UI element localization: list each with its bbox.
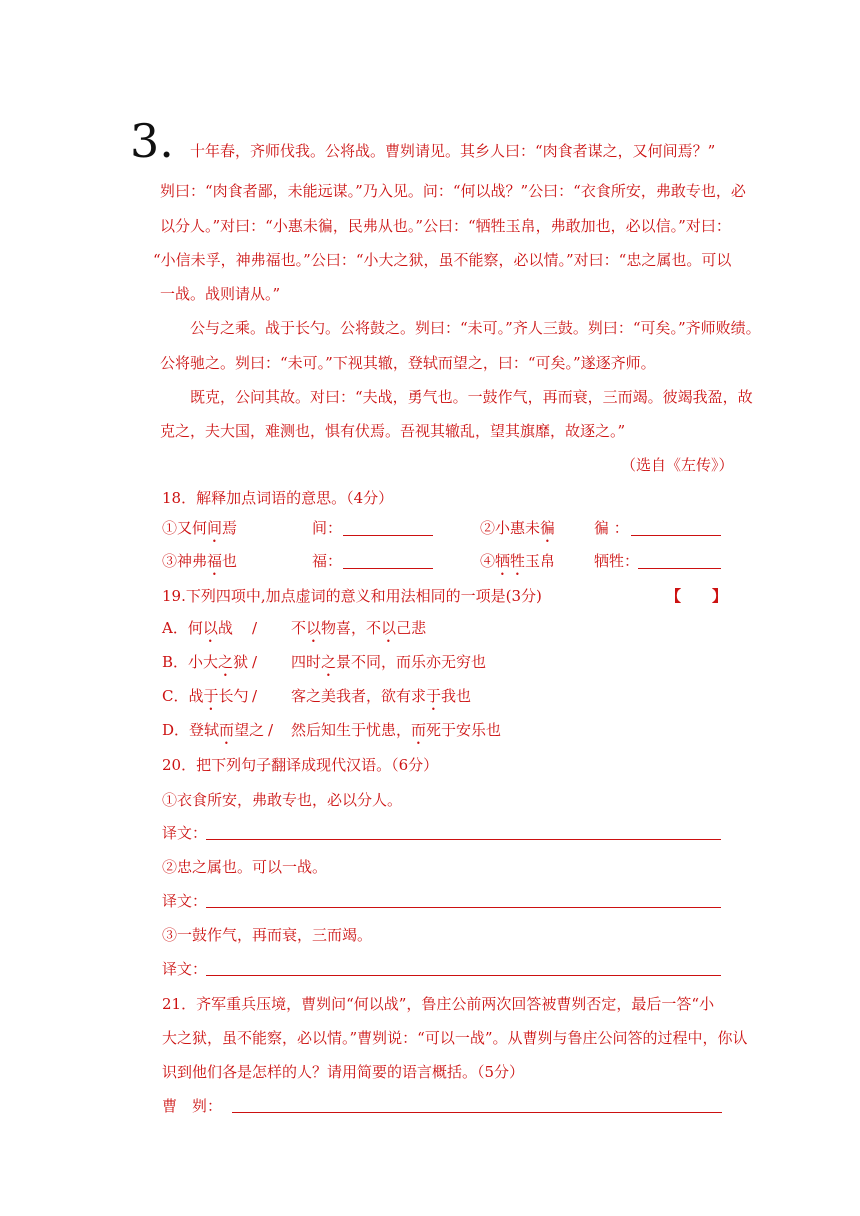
q18-item-phrase: ①又何间焉 xyxy=(162,519,238,537)
q19-option-c[interactable]: C．战于长勺 xyxy=(162,687,249,705)
q20-sentence: ②忠之属也。可以一战。 xyxy=(162,858,328,876)
q18-item-phrase: ②小惠未徧 xyxy=(480,519,556,537)
answer-bracket-right: 】 xyxy=(712,587,728,605)
passage-line: 公与之乘。战于长勺。公将鼓之。刿曰：“未可。”齐人三鼓。刿曰：“可矣。”齐师败绩。 xyxy=(190,319,761,337)
answer-blank[interactable] xyxy=(343,535,433,536)
q18-item-word: 牺牲： xyxy=(594,552,640,570)
q18-stem: 18．解释加点词语的意思。（4分） xyxy=(162,489,394,507)
passage-line: 以分人。”对曰：“小惠未徧，民弗从也。”公曰：“牺牲玉帛，弗敢加也，必以信。”对曰： xyxy=(160,217,731,235)
option-compare: 四时之景不同，而乐亦无穷也 xyxy=(291,653,487,671)
q18-item-word: 徧 ： xyxy=(594,519,629,537)
q18-item-phrase: ③神弗福也 xyxy=(162,552,238,570)
q20-sentence: ③一鼓作气，再而衰，三而竭。 xyxy=(162,926,373,944)
passage-line: 克之，夫大国，难测也，惧有伏焉。吾视其辙乱，望其旗靡，故逐之。” xyxy=(160,422,626,440)
q20-sentence: ①衣食所安，弗敢专也，必以分人。 xyxy=(162,791,403,809)
q19-option-b[interactable]: B．小大之狱 xyxy=(162,653,249,671)
option-separator: / xyxy=(252,687,258,705)
option-separator: / xyxy=(252,653,258,671)
passage-line: 刿曰：“肉食者鄙，未能远谋。”乃入见。问：“何以战？”公曰：“衣食所安，弗敢专也，必 xyxy=(160,182,746,200)
option-compare: 客之美我者，欲有求于我也 xyxy=(291,687,472,705)
answer-bracket-left: 【 xyxy=(666,587,682,605)
passage-line: 一战。战则请从。” xyxy=(160,285,281,303)
translation-line[interactable] xyxy=(206,907,721,908)
question-number: 3. xyxy=(130,114,174,168)
passage-line: 既克，公问其故。对曰：“夫战，勇气也。一鼓作气，再而衰，三而竭。彼竭我盈，故 xyxy=(190,388,753,406)
q19-stem: 19.下列四项中,加点虚词的意义和用法相同的一项是(3分) xyxy=(162,587,542,605)
answer-blank[interactable] xyxy=(631,535,721,536)
q18-item-phrase: ④牺牲玉帛 xyxy=(480,552,556,570)
translation-line[interactable] xyxy=(206,839,721,840)
answer-label-cao-gui: 曹 刿： xyxy=(162,1097,223,1115)
q21-stem-line: 识到他们各是怎样的人？请用简要的语言概括。（5分） xyxy=(162,1063,525,1081)
translation-label: 译文： xyxy=(162,960,208,978)
q21-stem-line: 大之狱，虽不能察，必以情。”曹刿说：“可以一战”。从曹刿与鲁庄公问答的过程中，你认 xyxy=(162,1029,748,1047)
answer-blank[interactable] xyxy=(638,568,721,569)
option-separator: / xyxy=(252,619,258,637)
answer-blank[interactable] xyxy=(343,568,433,569)
q21-stem-line: 21．齐军重兵压境，曹刿问“何以战”，鲁庄公前两次回答被曹刿否定，最后一答“小 xyxy=(162,995,715,1013)
q19-option-a[interactable]: A．何以战 xyxy=(162,619,233,637)
translation-label: 译文： xyxy=(162,824,208,842)
option-compare: 不以物喜，不以己悲 xyxy=(291,619,427,637)
option-separator: / xyxy=(268,721,274,739)
q19-option-d[interactable]: D．登轼而望之 xyxy=(162,721,265,739)
translation-label: 译文： xyxy=(162,892,208,910)
option-compare: 然后知生于忧患，而死于安乐也 xyxy=(291,721,502,739)
passage-line: 十年春，齐师伐我。公将战。曹刿请见。其乡人曰：“肉食者谋之，又何间焉？” xyxy=(190,142,716,160)
passage-line: 公将驰之。刿曰：“未可。”下视其辙，登轼而望之，曰：“可矣。”遂逐齐师。 xyxy=(160,354,656,372)
q18-item-word: 间： xyxy=(312,519,343,537)
q18-item-word: 福： xyxy=(312,552,343,570)
q20-stem: 20．把下列句子翻译成现代汉语。（6分） xyxy=(162,756,439,774)
source-citation: （选自《左传》） xyxy=(621,456,734,474)
passage-line: “小信未孚，神弗福也。”公曰：“小大之狱，虽不能察，必以情。”对曰：“忠之属也。可以 xyxy=(153,251,732,269)
answer-line[interactable] xyxy=(232,1112,722,1113)
translation-line[interactable] xyxy=(206,975,721,976)
